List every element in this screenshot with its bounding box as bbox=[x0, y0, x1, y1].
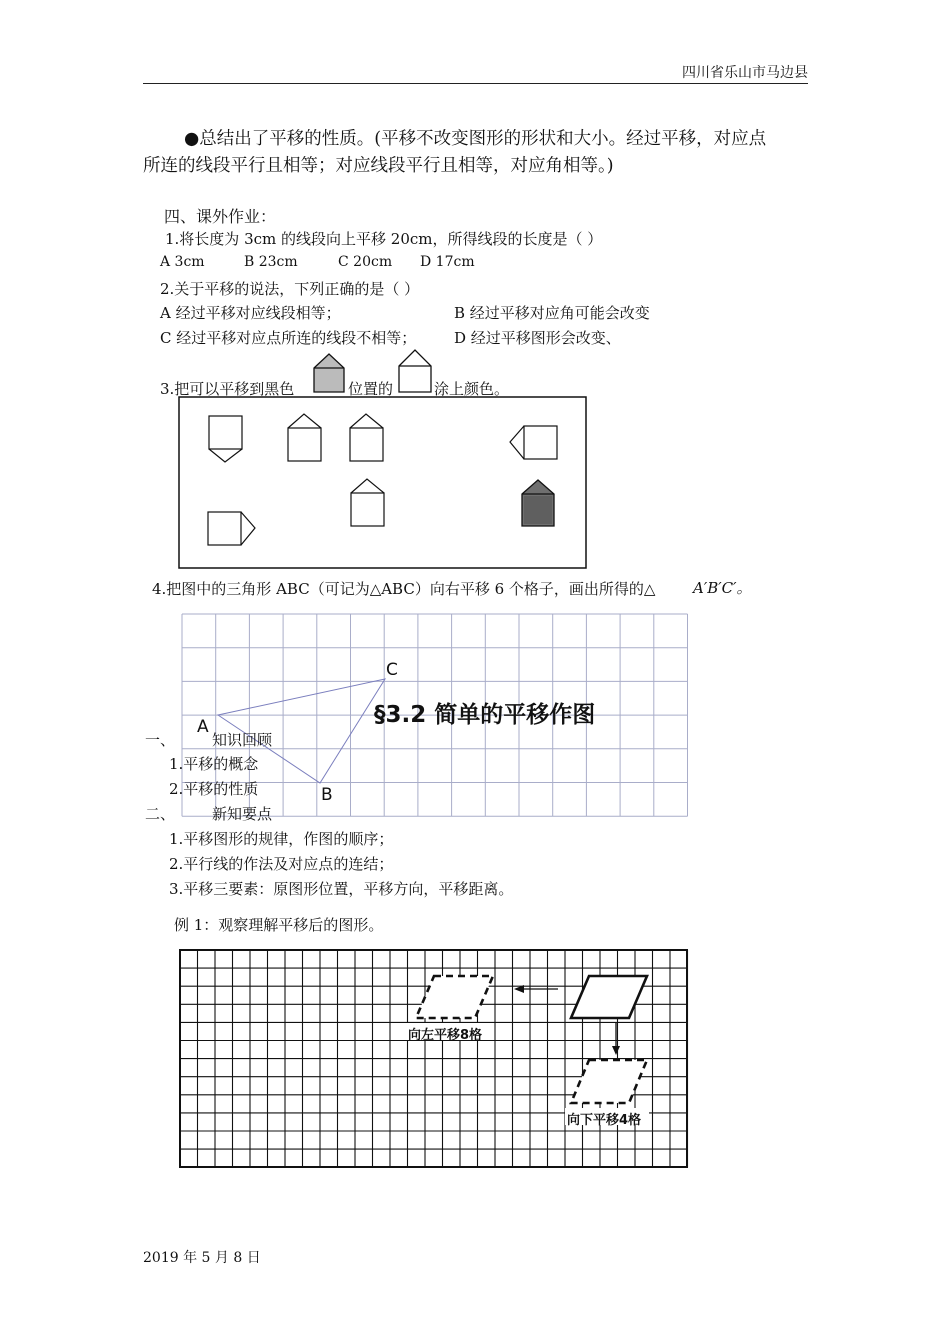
question-3-part-1: 3.把可以平移到黑色 bbox=[160, 380, 295, 398]
house-pointing-right bbox=[208, 512, 255, 545]
question-4-tail: A′B′C′。 bbox=[693, 579, 752, 597]
part-2-item-3: 3.平移三要素：原图形位置，平移方向，平移距离。 bbox=[169, 880, 514, 898]
example-grid bbox=[178, 948, 690, 1170]
house-pointing-up-1 bbox=[288, 414, 321, 461]
vertex-label-a: A bbox=[197, 717, 209, 737]
house-pointing-up-2 bbox=[350, 414, 383, 461]
question-2: 2.关于平移的说法，下列正确的是（ ） bbox=[160, 280, 420, 298]
example-caption: 例 1：观察理解平移后的图形。 bbox=[174, 916, 384, 934]
question-1: 1.将长度为 3cm 的线段向上平移 20cm，所得线段的长度是（ ） bbox=[165, 230, 603, 248]
q2-option-c: C 经过平移对应点所连的线段不相等； bbox=[160, 329, 417, 347]
question-4: 4.把图中的三角形 ABC（可记为△ABC）向右平移 6 个格子，画出所得的△ bbox=[152, 580, 656, 598]
summary-line-1: ●总结出了平移的性质。(平移不改变图形的形状和大小。经过平移，对应点 bbox=[184, 129, 767, 149]
header-region: 四川省乐山市马边县 bbox=[682, 65, 808, 81]
section-title: §3.2 简单的平移作图 bbox=[374, 702, 596, 728]
part-2-number: 二、 bbox=[145, 805, 176, 823]
homework-heading: 四、课外作业： bbox=[164, 207, 277, 226]
part-2-label: 新知要点 bbox=[212, 805, 273, 823]
part-2-item-1: 1.平移图形的规律，作图的顺序； bbox=[169, 830, 394, 848]
black-house-icon bbox=[312, 352, 346, 394]
down-arrow-icon bbox=[612, 1046, 620, 1055]
part-1-item-2: 2.平移的性质 bbox=[169, 780, 259, 798]
footer-date: 2019 年 5 月 8 日 bbox=[143, 1250, 261, 1266]
q1-option-a: A 3cm bbox=[160, 254, 205, 270]
q2-option-d: D 经过平移图形会改变、 bbox=[454, 329, 621, 347]
question-3-part-2: 位置的 bbox=[348, 380, 394, 398]
summary-line-2: 所连的线段平行且相等；对应线段平行且相等，对应角相等。) bbox=[143, 156, 614, 176]
left-translated-parallelogram bbox=[416, 976, 493, 1018]
question-3-part-3: 涂上颜色。 bbox=[434, 380, 510, 398]
label-down-translation: 向下平移4格 bbox=[567, 1113, 642, 1128]
q1-option-b: B 23cm bbox=[244, 254, 298, 270]
white-house-icon bbox=[397, 348, 433, 394]
vertex-label-b: B bbox=[321, 785, 333, 805]
vertex-label-c: C bbox=[386, 660, 398, 680]
house-pointing-left bbox=[510, 426, 557, 459]
black-target-house bbox=[522, 480, 554, 526]
house-pointing-up-3 bbox=[351, 479, 384, 526]
part-1-label: 知识回顾 bbox=[212, 731, 273, 749]
part-1-number: 一、 bbox=[145, 731, 176, 749]
q2-option-a: A 经过平移对应线段相等； bbox=[160, 304, 341, 322]
q2-option-b: B 经过平移对应角可能会改变 bbox=[454, 304, 650, 322]
translation-shapes-box bbox=[178, 396, 588, 570]
part-2-item-2: 2.平行线的作法及对应点的连结； bbox=[169, 855, 394, 873]
header-rule bbox=[143, 83, 808, 84]
part-1-item-1: 1.平移的概念 bbox=[169, 755, 259, 773]
house-pointing-down bbox=[209, 416, 242, 462]
q1-option-c: C 20cm bbox=[338, 254, 393, 270]
q1-option-d: D 17cm bbox=[420, 254, 475, 270]
label-left-translation: 向左平移8格 bbox=[408, 1028, 483, 1043]
